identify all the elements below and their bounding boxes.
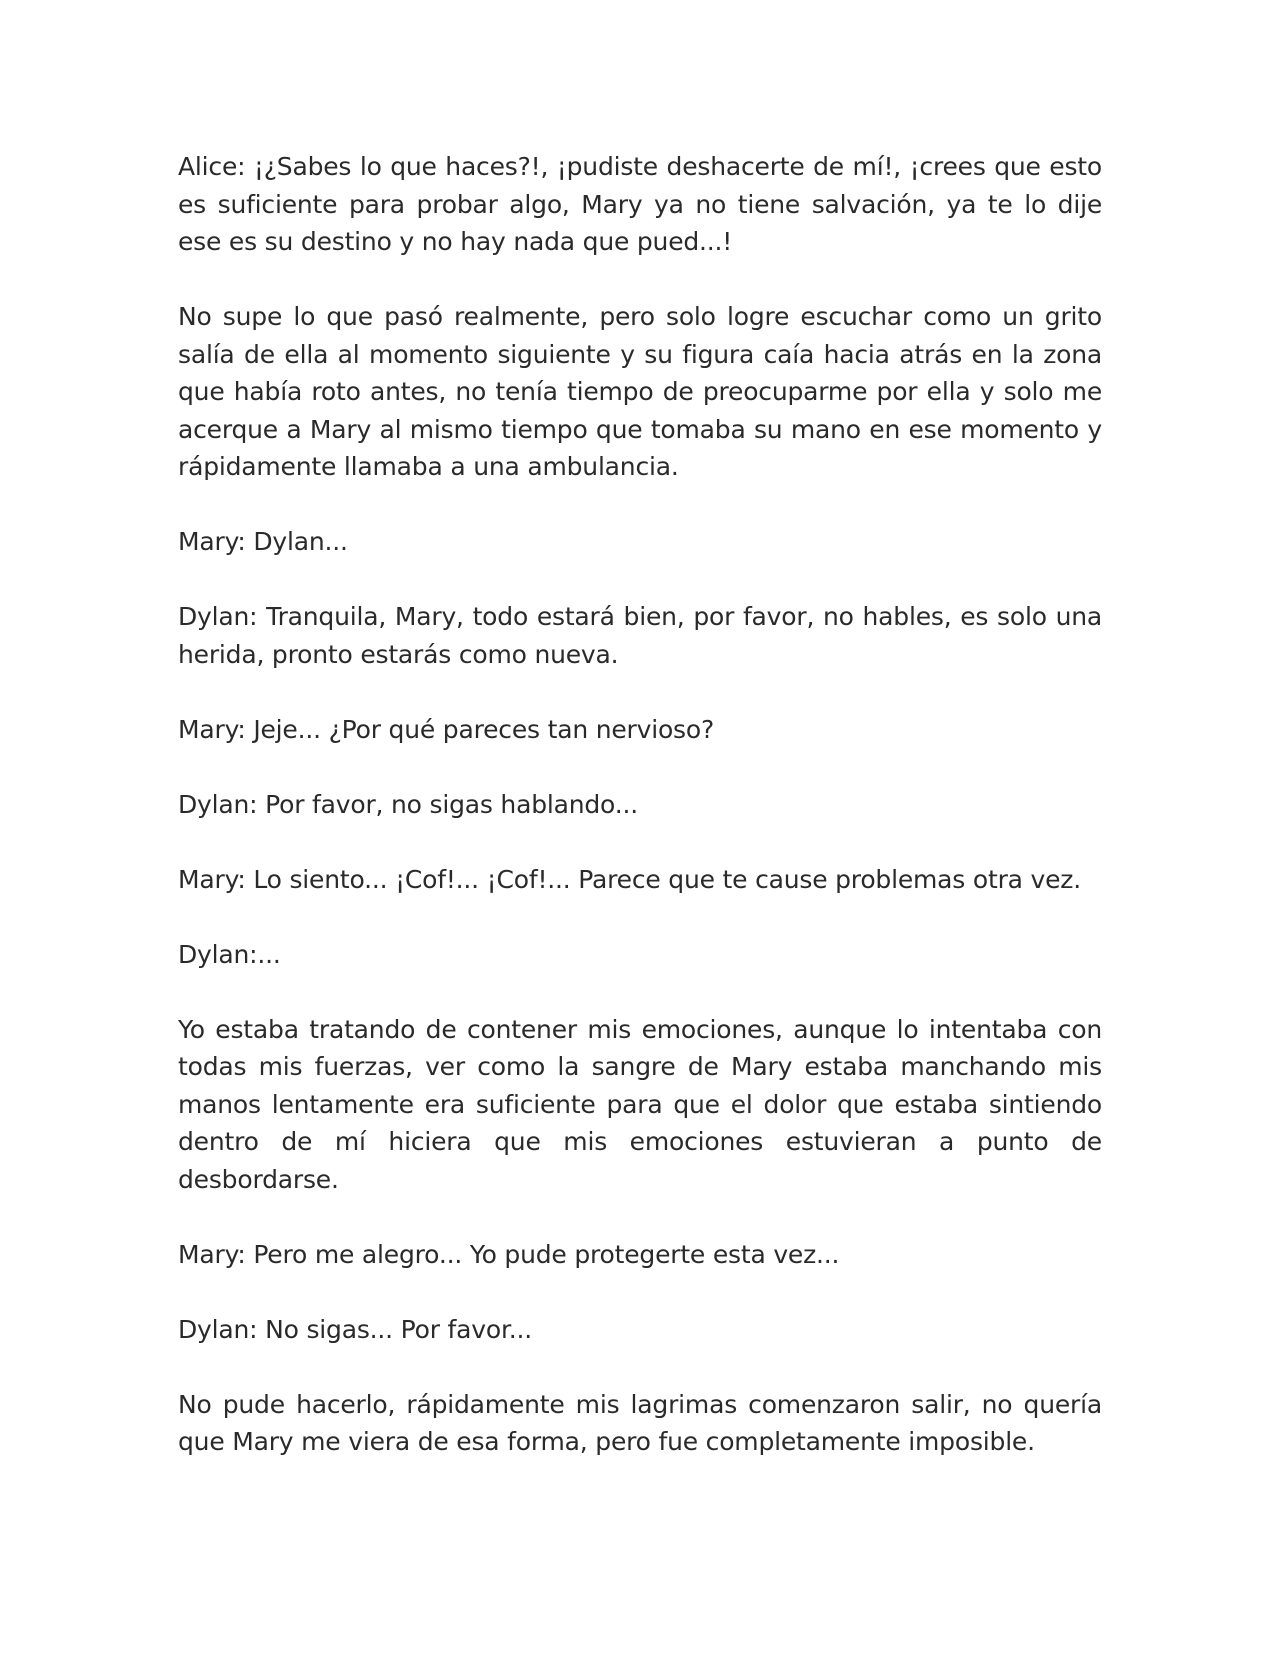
paragraph-mary-me-alegro: Mary: Pero me alegro... Yo pude protegerte esta vez... [178,1239,840,1269]
paragraph-dylan-tranquila: Dylan: Tranquila, Mary, todo estará bien, por favor, no hables, es solo una herida, pronto estarás como nueva. [178,602,1102,669]
paragraph-mary-lo-siento: Mary: Lo siento... ¡Cof!... ¡Cof!... Parece que te cause problemas otra vez. [178,864,1081,894]
paragraph-narration-scream: No supe lo que pasó realmente, pero solo logre escuchar como un grito salía de ella al momento siguiente y su figura caía hacia atrás en la zona que había roto antes, no tenía tiempo de preocuparme por ella y solo me acerque a Mary al mismo tiempo que tomaba su mano en ese momento y rápidamente llamaba a una ambulancia. [178,302,1102,481]
paragraph-mary-dylan: Mary: Dylan... [178,527,348,556]
paragraph-dylan-ellipsis: Dylan:... [178,939,281,969]
paragraph-alice-outburst: Alice: ¡¿Sabes lo que haces?!, ¡pudiste deshacerte de mí!, ¡crees que esto es suficiente para probar algo, Mary ya no tiene salvación, ya te lo dije ese es su destino y no hay nada que pued...! [178,152,1102,256]
paragraph-narration-tears: No pude hacerlo, rápidamente mis lagrimas comenzaron salir, no quería que Mary me viera de esa forma, pero fue completamente imposible. [178,1389,1102,1456]
document-page [178,148,1102,1498]
paragraph-dylan-por-favor: Dylan: Por favor, no sigas hablando... [178,789,638,819]
paragraph-narration-emotions: Yo estaba tratando de contener mis emociones, aunque lo intentaba con todas mis fuerzas, ver como la sangre de Mary estaba manchando mis manos lentamente era suficiente para que el dolor que estaba sintiendo dentro de mí hiciera que mis emociones estuvieran a punto de desbordarse. [178,1014,1102,1194]
paragraph-mary-jeje: Mary: Jeje... ¿Por qué pareces tan nervioso? [178,714,715,744]
paragraph-dylan-no-sigas: Dylan: No sigas... Por favor... [178,1314,532,1344]
